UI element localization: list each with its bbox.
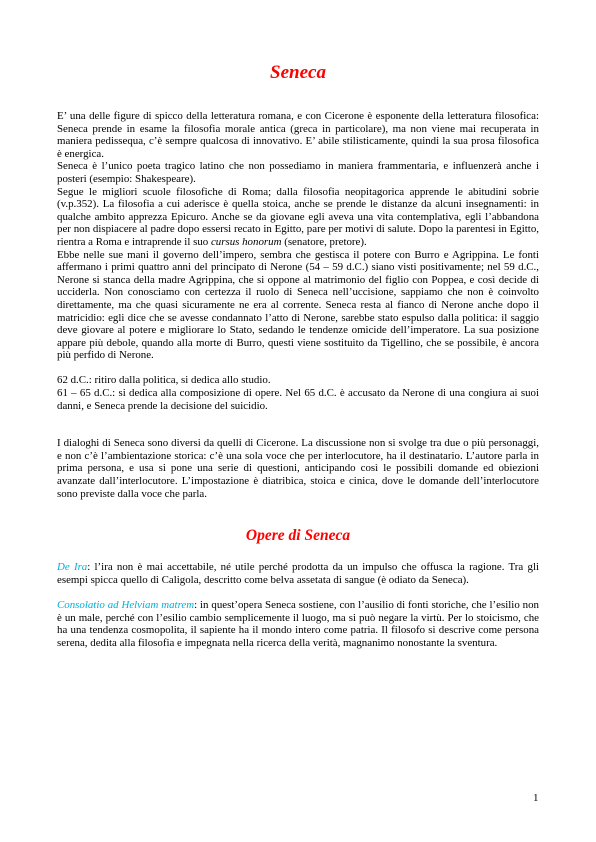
- cursus-honorum-term: cursus honorum: [210, 235, 282, 248]
- work-entry: [57, 561, 539, 586]
- spacer: [57, 362, 539, 375]
- page-content: [57, 62, 539, 649]
- spacer: [57, 500, 539, 527]
- page-title: Seneca: [270, 62, 326, 83]
- work-title: De Ira: [57, 561, 88, 574]
- dialogues-paragraph: I dialoghi di Seneca sono diversi da quelli di Cicerone. La discussione non si svolge tra due o più personaggi, e non c’è l’ambientazione storica: c’è una sola voce che per interlocutore, ha il destinatario. L’autore parla in prima persona, e usa si pone una serie di questioni, anticipando così le possibili domande ed obiezioni avanzate dall’interlocutore. L’impostazione è diatribica, stoica e cinica, dove le domande dell’interlocutore sono previste dalla voce che parla.: [57, 437, 539, 500]
- work-entry: [57, 599, 539, 649]
- spacer: [57, 586, 539, 599]
- timeline-entry: 62 d.C.: ritiro dalla politica, si dedica allo studio.: [57, 374, 271, 387]
- work-description: : l’ira non è mai accettabile, né utile perché prodotta da un impulso che offusca la ragione. Tra gli esempi spicca quello di Caligola, descritto come belva assetata di sangue (è odiato da Seneca).: [57, 561, 539, 586]
- page-number: 1: [533, 792, 539, 804]
- biography-tail: (senatore, pretore).: [284, 235, 367, 248]
- spacer: [57, 412, 539, 437]
- nero-paragraph: Ebbe nelle sue mani il governo dell’impero, sembra che gestisca il potere con Burro e Agrippina. Le fonti affermano i primi quattro anni del principato di Nerone (54 – 59 d.C.) siano visti positivamente; nel 59 d.C., Nerone si stanca della madre Agrippina, che si oppone al matrimonio del figlio con Poppea, e così decide di ucciderla. Non conosciamo con certezza il ruolo di Seneca nell’uccisione, sappiamo che non è coinvolto direttamente, ma che quasi sicuramente ne era al corrente. Seneca resta al fianco di Nerone anche dopo il matricidio: egli dice che se avesse condannato l’atto di Nerone, sarebbe stato espulso dalla politica: il saggio deve giovare al potere e migliorare lo Stato, sedando le tendenze omicide dell’imperatore. La sua posizione appare più debole, quando alla morte di Burro, questi viene sostituito da Tigellino, che se possibile, è ancora più perfido di Nerone.: [57, 248, 539, 362]
- biography-text: Segue le migliori scuole filosofiche di Roma; dalla filosofia neopitagorica apprende le abitudini sobrie (v.p.352). La filosofia a cui aderisce è quella stoica, anche se prende le distanze da alcuni insegnamenti: in qualche ambito apprezza Epicuro. Anche se da giovane egli aveva una vita contemplativa, egli l’abbandona per non dispiacere al padre dopo essersi recato in Egitto, pare per motivi di salute. Dopo la parentesi in Egitto, rientra a Roma e intraprende il suo: [57, 185, 539, 248]
- intro-paragraph: E’ una delle figure di spicco della letteratura romana, e con Cicerone è esponente della letteratura filosofica: Seneca prende in esame la filosofia morale antica (greca in particolare), ma non viene mai recuperata in maniera pedissequa, c’è sempre qualcosa di innovativo. E’ abile stilisticamente, quindi la sua prosa filosofica è energica.: [57, 110, 539, 160]
- timeline-entry: 61 – 65 d.C.: si dedica alla composizione di opere. Nel 65 d.C. è accusato da Nerone di una congiura ai suoi danni, e Seneca prende la decisione del suicidio.: [57, 387, 539, 412]
- work-title: Consolatio ad Helviam matrem: [57, 599, 195, 611]
- intro-paragraph: Seneca è l’unico poeta tragico latino che non possediamo in maniera frammentaria, e influenzerà anche i posteri (esempio: Shakespeare).: [57, 160, 539, 185]
- biography-paragraph: [57, 186, 539, 249]
- section-title-works: Opere di Seneca: [245, 527, 351, 545]
- work-description: : in quest’opera Seneca sostiene, con l’ausilio di fonti storiche, che l’esilio non è un male, perché con l’esilio cambio semplicemente il luogo, ma si può negare la virtù. Per lo stoicismo, che ha una tendenza cosmopolita, il sapiente ha il mondo intero come patria. Il filosofo si descrive come persona serena, dedita alla filosofia e impegnata nella ricerca della verità, magnanimo nonostante la sventura.: [57, 599, 539, 649]
